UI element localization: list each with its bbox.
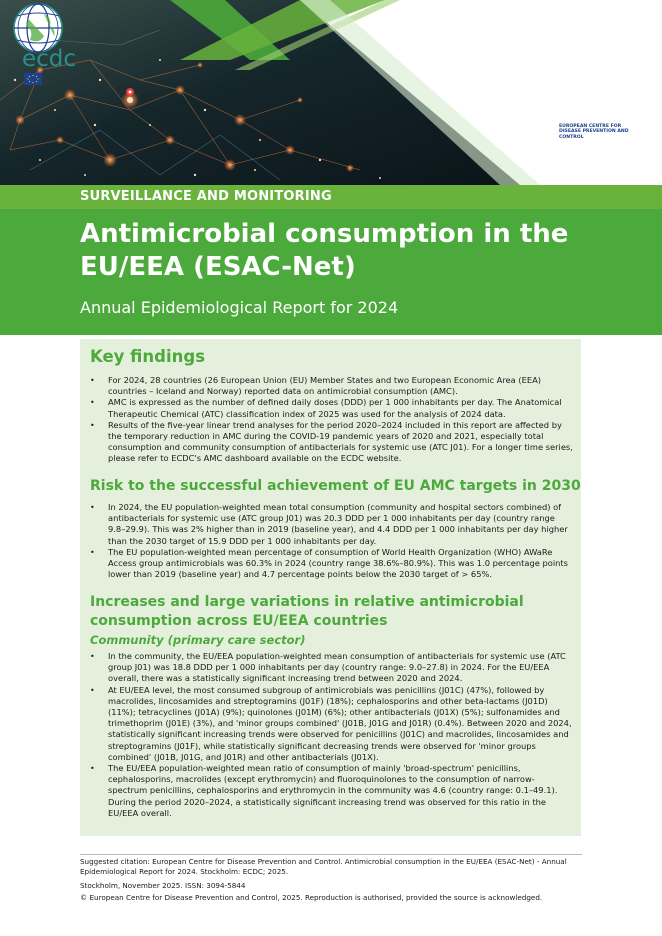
suggested-citation: Suggested citation: European Centre for Disease Prevention and Control. Antimicrobial consumption in the EU/EEA (ESAC-Net) - Annual Epidemiological Report for 2024. Stockholm: ECDC; 2025. — [80, 857, 567, 876]
community-list — [90, 651, 574, 819]
list-item: • In 2024, the EU population-weighted mean total consumption (community and hospital sectors combined) of antibacterials for systemic use (ATC group J01) was 20.3 DDD per 1 000 inhabitants per day (country range 9.8–29.9). This was 2% higher than in 2019 (baseline year), and 4.4 DDD per 1 000 inhabitants per day higher than the 2030 target of 15.9 DDD per 1 000 inhabitants per day. — [90, 502, 568, 546]
list-item: • The EU population-weighted mean percentage of consumption of World Health Organization (WHO) AWaRe Access group antimicrobials was 60.3% in 2024 (country range 38.6%–80.9%). This was 1.0 percentage points lower than 2019 (baseline year) and 4.7 percentage points below the 2030 target of > 65%. — [90, 546, 568, 580]
logo-agency-name: EUROPEAN CENTRE FOR DISEASE PREVENTION AND CONTROL — [559, 124, 629, 140]
risk-list — [90, 502, 574, 580]
section-label-band — [0, 185, 662, 209]
globe-icon — [14, 4, 62, 52]
publication-info: Stockholm, November 2025. ISSN: 3094-5844 — [80, 881, 246, 890]
page-title: Antimicrobial consumption in the EU/EEA (ESAC-Net) — [80, 219, 569, 282]
key-findings-list — [90, 375, 574, 465]
cover-image — [0, 0, 662, 185]
risk-heading: Risk to the successful achievement of EU AMC targets in 2030 — [90, 478, 581, 494]
page-subtitle: Annual Epidemiological Report for 2024 — [80, 298, 399, 317]
list-item: • Results of the five-year linear trend analyses for the period 2020–2024 included in this report are affected by the temporary reduction in AMC during the COVID-19 pandemic years of 2020 and 2021, especially total consumption and community consumption of antibacterials for systemic use (ATC J01). For a longer time series, please refer to ECDC's AMC dashboard available on the ECDC website. — [90, 419, 573, 464]
section-label: SURVEILLANCE AND MONITORING — [80, 189, 332, 204]
community-subheading: Community (primary care sector) — [90, 633, 306, 647]
list-item: • In the community, the EU/EEA population-weighted mean consumption of antibacterials for systemic use (ATC group J01) was 18.8 DDD per 1 000 inhabitants per day (country range: 9.0–27.8) in 2024. For the EU/EEA overall, there was a statistically significant increasing trend between 2020 and 2024. — [90, 651, 566, 684]
footer-divider — [80, 854, 582, 855]
list-item: • The EU/EEA population-weighted mean ratio of consumption of mainly 'broad-spectrum' penicillins, cephalosporins, macrolides (except erythromycin) and fluoroquinolones to the consumption of narrow-spectrum penicillins, cephalosporins and erythromycin in the community was 4.6 (country range: 0.1–49.1). During the period 2020–2024, a statistically significant increasing trend was observed for this ratio in the EU/EEA overall. — [90, 763, 558, 818]
ecdc-logo — [0, 0, 110, 95]
list-item: • At EU/EEA level, the most consumed subgroup of antimicrobials was penicillins (J01C) (47%), followed by macrolides, lincosamides and streptogramins (J01F) (18%); cephalosporins and other beta-lactams (J01D) (11%); tetracyclines (J01A) (9%); quinolones (J01M) (6%); other antibacterials (J01X) (5%); sulfonamides and trimethoprim (J01E) (3%), and 'minor groups combined' (J01B, J01G and J01R) (0.4%). Between 2020 and 2024, statistically significant increasing trends were observed for penicillins (J01C) and macrolides, lincosamides and streptogramins (J01F), while statistically significant decreasing trends were observed for 'minor groups combined' (J01B, J01G, and J01R) and other antibacterials (J01X). — [90, 684, 572, 762]
copyright-notice: © European Centre for Disease Prevention and Control, 2025. Reproduction is authorised, provided the source is acknowledged. — [80, 893, 543, 902]
key-findings-heading: Key findings — [90, 347, 206, 366]
svg-text:ecdc: ecdc — [22, 46, 77, 72]
list-item: • AMC is expressed as the number of defined daily doses (DDD) per 1 000 inhabitants per day. The Anatomical Therapeutic Chemical (ATC) classification index of 2025 was used for the analysis of 2024 data. — [90, 397, 562, 419]
increases-heading: Increases and large variations in relative antimicrobial consumption across EU/EEA countries — [90, 594, 524, 629]
list-item: • For 2024, 28 countries (26 European Union (EU) Member States and two European Economic Area (EEA) countries – Iceland and Norway) reported data on antimicrobial consumption (AMC). — [90, 375, 542, 397]
